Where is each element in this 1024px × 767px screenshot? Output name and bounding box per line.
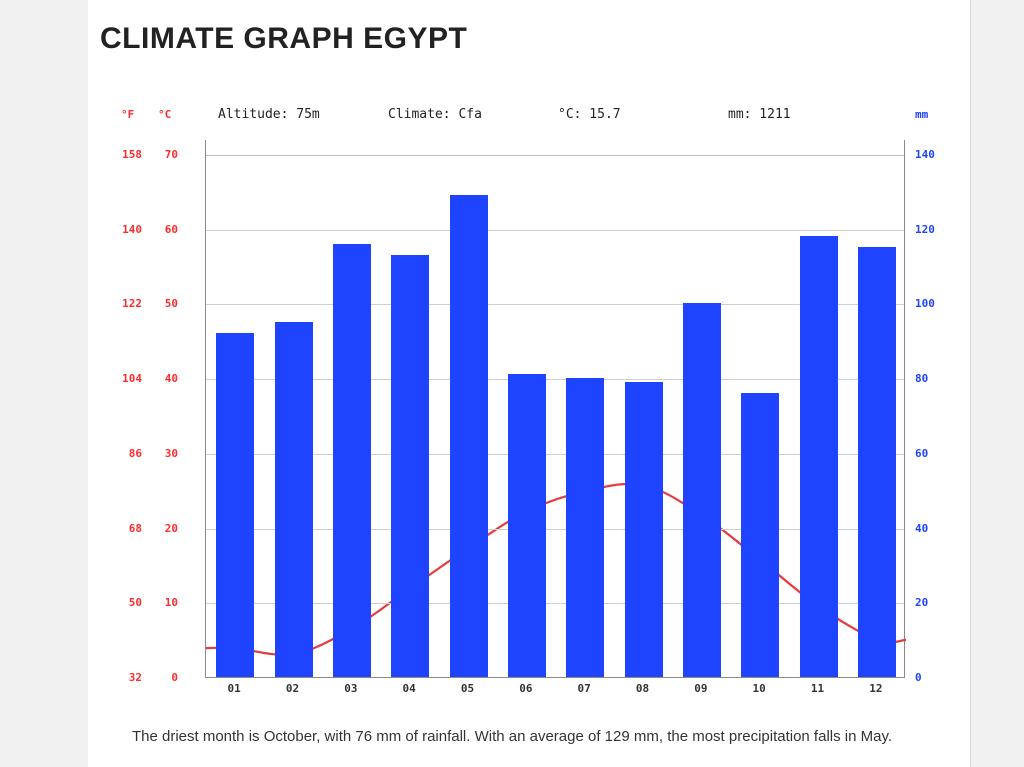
y-tick-fahrenheit: 158 <box>122 147 142 161</box>
chart-caption: The driest month is October, with 76 mm of rainfall. With an average of 129 mm, the most precipitation falls in May. <box>131 728 893 745</box>
bar <box>450 195 488 677</box>
bar <box>566 378 604 677</box>
x-tick-label: 05 <box>460 682 475 695</box>
y-tick-celsius: 60 <box>164 222 178 236</box>
axis-unit-celsius: °C <box>158 108 172 121</box>
y-tick-millimeter: 0 <box>915 671 922 684</box>
y-tick-celsius: 70 <box>164 147 178 161</box>
y-tick-millimeter: 60 <box>915 446 929 460</box>
bar <box>391 255 429 677</box>
y-tick-fahrenheit: 86 <box>128 446 142 460</box>
bar <box>275 322 313 677</box>
y-tick-millimeter: 120 <box>915 222 935 236</box>
avg-temperature-label: °C: 15.7 <box>558 107 621 122</box>
bar <box>800 236 838 677</box>
bar <box>625 382 663 677</box>
bar <box>683 303 721 677</box>
y-tick-fahrenheit: 104 <box>122 372 142 386</box>
bar <box>741 393 779 677</box>
page-title: CLIMATE GRAPH EGYPT <box>100 22 468 55</box>
bar <box>508 374 546 677</box>
y-tick-celsius: 40 <box>164 372 178 386</box>
x-tick-label: 11 <box>810 682 825 695</box>
x-tick-label: 01 <box>227 682 241 695</box>
y-tick-fahrenheit: 122 <box>122 297 142 311</box>
y-tick-millimeter: 40 <box>915 521 929 535</box>
climate-chart <box>120 100 940 700</box>
x-tick-label: 10 <box>752 682 766 695</box>
x-tick-label: 12 <box>869 682 883 695</box>
axis-unit-fahrenheit: °F <box>121 108 135 121</box>
bar <box>216 333 254 677</box>
y-tick-celsius: 30 <box>164 446 178 460</box>
y-tick-millimeter: 20 <box>915 596 929 610</box>
x-tick-label: 04 <box>402 682 416 695</box>
y-tick-fahrenheit: 32 <box>128 671 142 684</box>
x-tick-label: 03 <box>344 682 358 695</box>
gridline <box>206 230 904 231</box>
y-tick-millimeter: 100 <box>915 297 935 311</box>
y-tick-fahrenheit: 68 <box>128 521 142 535</box>
climate-class-label: Climate: Cfa <box>388 107 482 122</box>
y-tick-celsius: 0 <box>171 671 178 684</box>
x-tick-label: 09 <box>694 682 708 695</box>
x-tick-label: 07 <box>577 682 591 695</box>
bar <box>333 244 371 677</box>
y-tick-millimeter: 80 <box>915 372 929 386</box>
gridline <box>206 155 904 156</box>
x-tick-label: 08 <box>635 682 650 695</box>
y-tick-millimeter: 140 <box>915 147 935 161</box>
axis-unit-millimeter: mm <box>915 108 929 121</box>
y-tick-celsius: 50 <box>164 297 178 311</box>
y-tick-celsius: 20 <box>164 521 178 535</box>
x-tick-label: 06 <box>519 682 533 695</box>
x-tick-label: 02 <box>285 682 300 695</box>
total-precip-label: mm: 1211 <box>728 107 791 122</box>
plot-area <box>205 140 905 678</box>
y-tick-celsius: 10 <box>164 596 178 610</box>
page-divider <box>970 0 971 767</box>
bar <box>858 247 896 677</box>
y-tick-fahrenheit: 140 <box>122 222 142 236</box>
altitude-label: Altitude: 75m <box>218 107 320 122</box>
y-tick-fahrenheit: 50 <box>128 596 142 610</box>
